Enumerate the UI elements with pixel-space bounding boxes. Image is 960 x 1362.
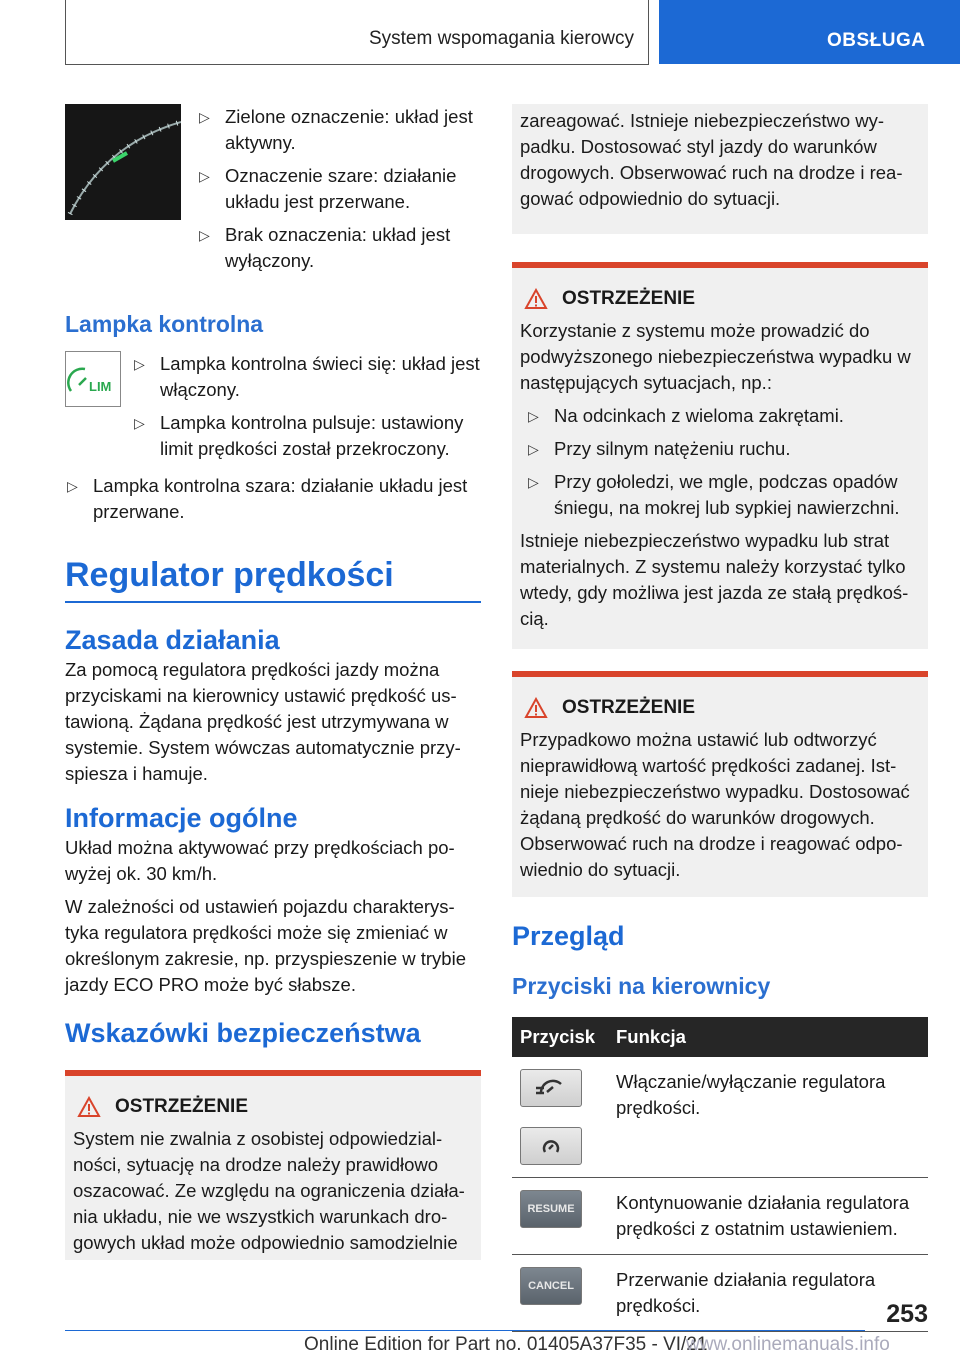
warning-text: Korzystanie z systemu może prowadzić do podwyższonego niebezpieczeństwa wypadku w następujących sytuacjach, np.: <box>520 320 911 393</box>
display-bullet: ▷ Zielone oznaczenie: układ jest aktywny. <box>197 104 481 156</box>
warning-label: OSTRZEŻENIE <box>562 697 696 718</box>
warning-bullet: ▷ Przy silnym natężeniu ruchu. <box>526 436 920 462</box>
warning-triangle-icon <box>524 288 548 310</box>
cancel-button-icon: CANCEL <box>520 1267 582 1305</box>
warning-text: Przypadkowo można ustawić lub odtworzyć nieprawidłową wartość prędkości zadanej. Ist- nieje niebezpieczeństwo wypadku. Dostosować żądaną prędkość do warunków drogowych. Obserwować ruch na drodze i reagować odpo- wiednio do sytuacji. <box>520 729 910 880</box>
table-row <box>512 1178 928 1255</box>
warning-label: OSTRZEŻENIE <box>115 1096 249 1117</box>
svg-text:LIM: LIM <box>89 379 112 394</box>
watermark: www.onlinemanuals.info <box>686 1334 890 1355</box>
function-text: Przerwanie działania regulatora prędkości. <box>608 1255 928 1332</box>
overview-heading: Przegląd <box>512 921 625 951</box>
table-row <box>512 1255 928 1332</box>
principle-heading: Zasada działania <box>65 625 280 655</box>
lamp-bullet: ▷ Lampka kontrolna pulsuje: ustawiony limit prędkości został przekroczony. <box>132 410 481 462</box>
header-left-rule <box>65 0 66 64</box>
resume-button-icon: RESUME <box>520 1190 582 1228</box>
buttons-table <box>512 1017 928 1332</box>
edition-text: Online Edition for Part no. 01405A37F35 - VI/21 <box>304 1334 708 1355</box>
table-row <box>512 1057 928 1178</box>
warning-bullet: ▷ Na odcinkach z wieloma zakrętami. <box>526 403 920 429</box>
general-heading: Informacje ogólne <box>65 803 298 833</box>
warning-box <box>512 671 928 897</box>
lim-indicator-icon <box>65 351 121 407</box>
right-column <box>512 104 928 1332</box>
warning-text: System nie zwalnia z osobistej odpowiedzial- ności, sytuację na drodze należy prawidłowo oszacować. Ze względu na ograniczenia działa- nia układu, nie we wszystkich warunkach dro- gowych układ może odpowiednio samodzielnie <box>73 1128 465 1253</box>
lamp-heading: Lampka kontrolna <box>65 311 264 337</box>
footer-rule <box>65 1330 865 1331</box>
lamp-bullet: ▷ Lampka kontrolna szara: działanie układu jest przerwane. <box>65 473 481 525</box>
principle-text: Za pomocą regulatora prędkości jazdy można przyciskami na kierownicy ustawić prędkość us- tawioną. Żądana prędkość jest utrzymywana w systemie. System wówczas automatycznie przy- spiesza i hamuje. <box>65 659 461 784</box>
page-number: 253 <box>886 1300 928 1328</box>
speedometer-small-icon <box>520 1127 582 1165</box>
safety-heading: Wskazówki bezpieczeństwa <box>65 1018 421 1048</box>
warning-box <box>65 1070 481 1260</box>
warning-triangle-icon <box>77 1096 101 1118</box>
warning-box <box>512 262 928 649</box>
warning-bullet: ▷ Przy gołoledzi, we mgle, podczas opadów śniegu, na mokrej lub sypkiej nawierzchni. <box>526 469 920 521</box>
col-header-button: Przycisk <box>512 1017 608 1057</box>
function-text: Włączanie/wyłączanie regulatora prędkości. <box>608 1057 928 1178</box>
header-divider <box>648 0 649 64</box>
lamp-bullet: ▷ Lampka kontrolna świeci się: układ jest włączony. <box>132 351 481 403</box>
display-marking-image <box>65 104 181 220</box>
warning-continued-text: zareagować. Istnieje niebezpieczeństwo wy- padku. Dostosować styl jazdy do warunków drogowych. Obserwować ruch na drodze i rea- gować odpowiednio do sytuacji. <box>520 110 903 209</box>
display-bullet: ▷ Brak oznaczenia: układ jest wyłączony. <box>197 222 481 274</box>
speedometer-icon <box>520 1069 582 1107</box>
warning-label: OSTRZEŻENIE <box>562 288 696 309</box>
warning-triangle-icon <box>524 697 548 719</box>
buttons-heading: Przyciski na kierownicy <box>512 973 771 999</box>
chapter-tab-label: OBSŁUGA <box>827 30 926 51</box>
function-text: Kontynuowanie działania regulatora prędkości z ostatnim ustawieniem. <box>608 1178 928 1255</box>
warning-text: Istnieje niebezpieczeństwo wypadku lub strat materialnych. Z systemu należy korzystać tylko wtedy, gdy możliwa jest jazda ze stałą prędkoś- cią. <box>520 530 909 629</box>
general-text: W zależności od ustawień pojazdu charakterys- tyka regulatora prędkości może się zmieniać w określonym zakresie, np. przyspieszenie w trybie jazdy ECO PRO może być słabsze. <box>65 896 466 995</box>
left-column <box>65 104 481 1260</box>
display-bullet: ▷ Oznaczenie szare: działanie układu jest przerwane. <box>197 163 481 215</box>
header-bottom-rule <box>65 64 649 65</box>
section-title: System wspomagania kierowcy <box>368 28 634 49</box>
col-header-function: Funkcja <box>608 1017 928 1057</box>
general-text: Układ można aktywować przy prędkościach po- wyżej ok. 30 km/h. <box>65 837 455 884</box>
chapter-tab[interactable] <box>659 0 960 64</box>
warning-continued <box>512 104 928 234</box>
main-heading: Regulator prędkości <box>65 555 481 603</box>
